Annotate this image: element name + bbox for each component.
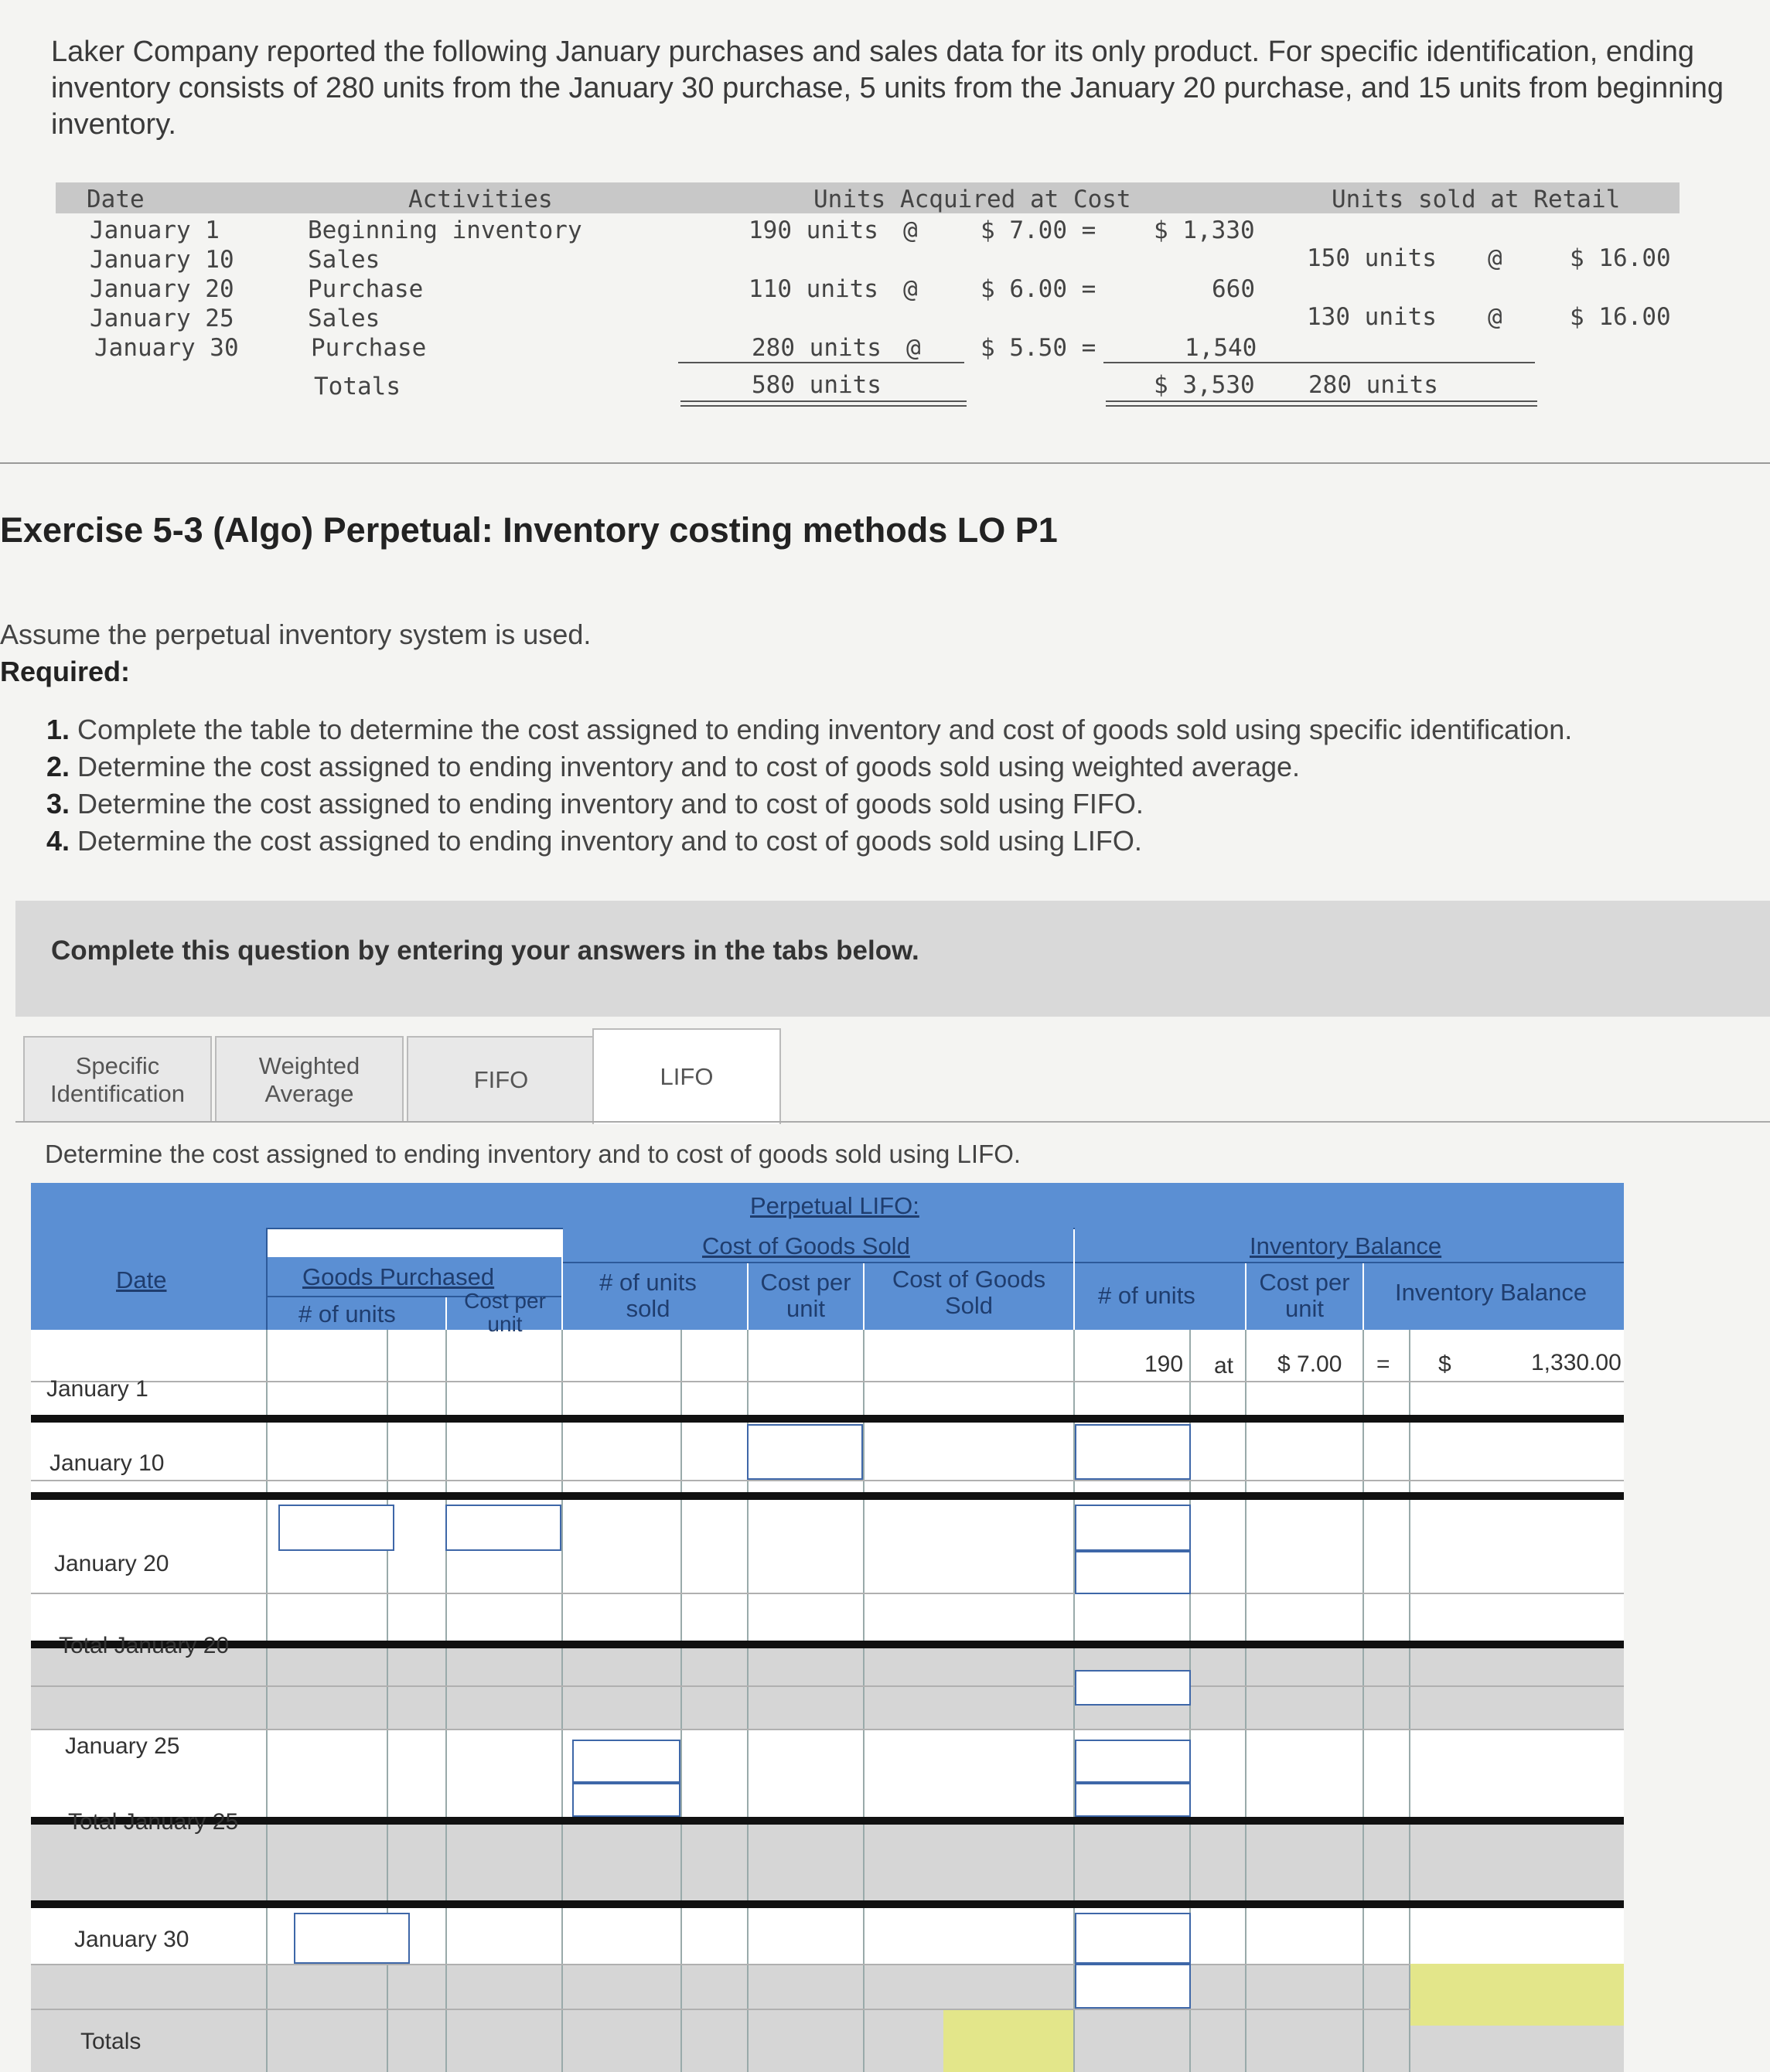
row-cost: $ 6.00 = (980, 275, 1096, 303)
row-label-totals: Totals (80, 2029, 142, 2054)
row-label-total-january-25: Total January 25 (68, 1809, 239, 1835)
row-activity: Sales (308, 246, 380, 274)
row-label-january-25: January 25 (65, 1733, 180, 1759)
tab-divider (15, 1121, 1770, 1123)
row-units: 190 units (749, 216, 878, 244)
row-label-january-1: January 1 (46, 1376, 148, 1402)
row-date: January 30 (94, 334, 239, 362)
row-price: $ 16.00 (1570, 244, 1671, 272)
inventory-balance-header: Inventory Balance (1075, 1228, 1624, 1263)
jan25-units-sold-input[interactable] (572, 1740, 680, 1783)
totals-sold-units: 280 units (1308, 371, 1438, 399)
row-date: January 20 (90, 275, 234, 303)
instructions-banner (15, 901, 1770, 1017)
requirement-item: 3. Determine the cost assigned to ending inventory and to cost of goods sold using FIFO. (46, 788, 1144, 820)
requirement-item: 1. Complete the table to determine the cost assigned to ending inventory and cost of goods sold using specific identification. (46, 714, 1573, 745)
row-total: $ 1,330 (1154, 216, 1255, 244)
row-at: @ (906, 334, 921, 362)
totals-total: $ 3,530 (1154, 371, 1255, 399)
total-jan20-balance-units-input[interactable] (1075, 1670, 1191, 1706)
requirement-item: 4. Determine the cost assigned to ending inventory and to cost of goods sold using LIFO. (46, 825, 1142, 857)
balance-units-header: # of units (1075, 1263, 1245, 1330)
tab-fifo[interactable]: FIFO (407, 1036, 595, 1123)
row-total: 1,540 (1185, 334, 1257, 362)
row-activity: Purchase (311, 334, 427, 362)
row-date: January 25 (90, 305, 234, 332)
tab-lifo[interactable]: LIFO (592, 1028, 781, 1124)
row-date: January 1 (90, 216, 220, 244)
row-date: January 10 (90, 246, 234, 274)
row-activity: Sales (308, 305, 380, 332)
jan20-units-input[interactable] (278, 1505, 394, 1551)
goods-purchased-header: Goods Purchased (268, 1257, 561, 1297)
cogs-cost-header: Cost per unit (749, 1263, 863, 1330)
jan20-balance-units-input[interactable] (1075, 1505, 1191, 1551)
ending-inventory-cell[interactable] (1410, 1964, 1624, 2026)
worksheet-title-bar (31, 1183, 1624, 1229)
header-acquired: Units Acquired at Cost (813, 186, 1131, 213)
jan1-balance: 1,330.00 (1531, 1350, 1622, 1375)
row-label-january-30: January 30 (74, 1927, 189, 1952)
row-sold-units: 150 units (1307, 244, 1437, 272)
jan1-eq: = (1376, 1351, 1390, 1377)
row-label-total-january-20: Total January 20 (59, 1633, 230, 1658)
row-activity: Purchase (308, 275, 424, 303)
requirements-list (46, 711, 1572, 860)
assumption-text: Assume the perpetual inventory system is used. (0, 619, 592, 650)
jan25-balance-units-input-2[interactable] (1075, 1783, 1191, 1817)
totals-units: 580 units (752, 371, 882, 399)
row-cost: $ 7.00 = (980, 216, 1096, 244)
row-at: @ (903, 216, 918, 244)
jan25-balance-units-input[interactable] (1075, 1740, 1191, 1783)
jan1-dollar: $ (1438, 1351, 1451, 1377)
row-label-january-20: January 20 (54, 1551, 169, 1576)
required-label: Required: (0, 656, 131, 687)
tab-specific-identification[interactable]: Specific Identification (23, 1036, 212, 1123)
row-sold-at: @ (1488, 244, 1502, 272)
jan1-balance-units: 190 (1144, 1351, 1184, 1377)
jan10-balance-units-input[interactable] (1075, 1424, 1191, 1480)
cogs-header: Cost of Goods Sold (563, 1228, 1073, 1263)
row-units: 280 units (752, 334, 882, 362)
perpetual-lifo-worksheet (31, 1183, 1624, 2072)
total-cogs-cell[interactable] (943, 2010, 1073, 2072)
cogs-total-header: Cost of Goods Sold (865, 1263, 1073, 1330)
row-at: @ (903, 275, 918, 303)
row-sold-units: 130 units (1307, 303, 1437, 331)
balance-cost-header: Cost per unit (1247, 1263, 1362, 1330)
worksheet-title: Perpetual LIFO: (750, 1192, 919, 1219)
row-units: 110 units (749, 275, 878, 303)
tab-weighted-average[interactable]: Weighted Average (215, 1036, 404, 1123)
banner-text: Complete this question by entering your answers in the tabs below. (51, 935, 919, 966)
jan30-units-input[interactable] (294, 1913, 410, 1964)
header-activities: Activities (408, 186, 553, 213)
row-sold-at: @ (1488, 303, 1502, 331)
jan1-cost: $ 7.00 (1277, 1351, 1342, 1377)
row-cost: $ 5.50 = (980, 334, 1096, 362)
row-label-january-10: January 10 (49, 1450, 165, 1476)
jan1-at: at (1214, 1353, 1234, 1378)
purchased-units-header: # of units (268, 1297, 445, 1330)
tab-instruction: Determine the cost assigned to ending inventory and to cost of goods sold using LIFO. (45, 1140, 1021, 1168)
purchases-sales-table (56, 182, 1687, 414)
header-date: Date (87, 186, 145, 213)
purchased-cost-header: Cost per unit (447, 1297, 561, 1330)
row-total: 660 (1212, 275, 1255, 303)
section-divider (0, 462, 1770, 464)
jan25-units-sold-input-2[interactable] (572, 1783, 680, 1817)
totals-label: Totals (314, 373, 401, 400)
jan10-cost-input[interactable] (747, 1424, 863, 1480)
units-sold-header: # of units sold (563, 1263, 747, 1330)
row-price: $ 16.00 (1570, 303, 1671, 331)
jan20-balance-units-input-2[interactable] (1075, 1551, 1191, 1594)
jan30-balance-units-input[interactable] (1075, 1913, 1191, 1964)
header-sold: Units sold at Retail (1332, 186, 1621, 213)
jan20-cost-input[interactable] (445, 1505, 561, 1551)
requirement-item: 2. Determine the cost assigned to ending inventory and to cost of goods sold using weighted average. (46, 751, 1301, 782)
balance-total-header: Inventory Balance (1364, 1263, 1624, 1330)
date-header: Date (31, 1228, 268, 1330)
problem-intro: Laker Company reported the following January purchases and sales data for its only product. For specific identification, ending inventory consists of 280 units from the January 30 purchase, 5 units from the January 20 purchase, and 15 units from beginning inventory. (51, 36, 1724, 141)
jan30-balance-units-input-2[interactable] (1075, 1964, 1191, 2009)
row-activity: Beginning inventory (308, 216, 582, 244)
exercise-title: Exercise 5-3 (Algo) Perpetual: Inventory costing methods LO P1 (0, 510, 1058, 550)
